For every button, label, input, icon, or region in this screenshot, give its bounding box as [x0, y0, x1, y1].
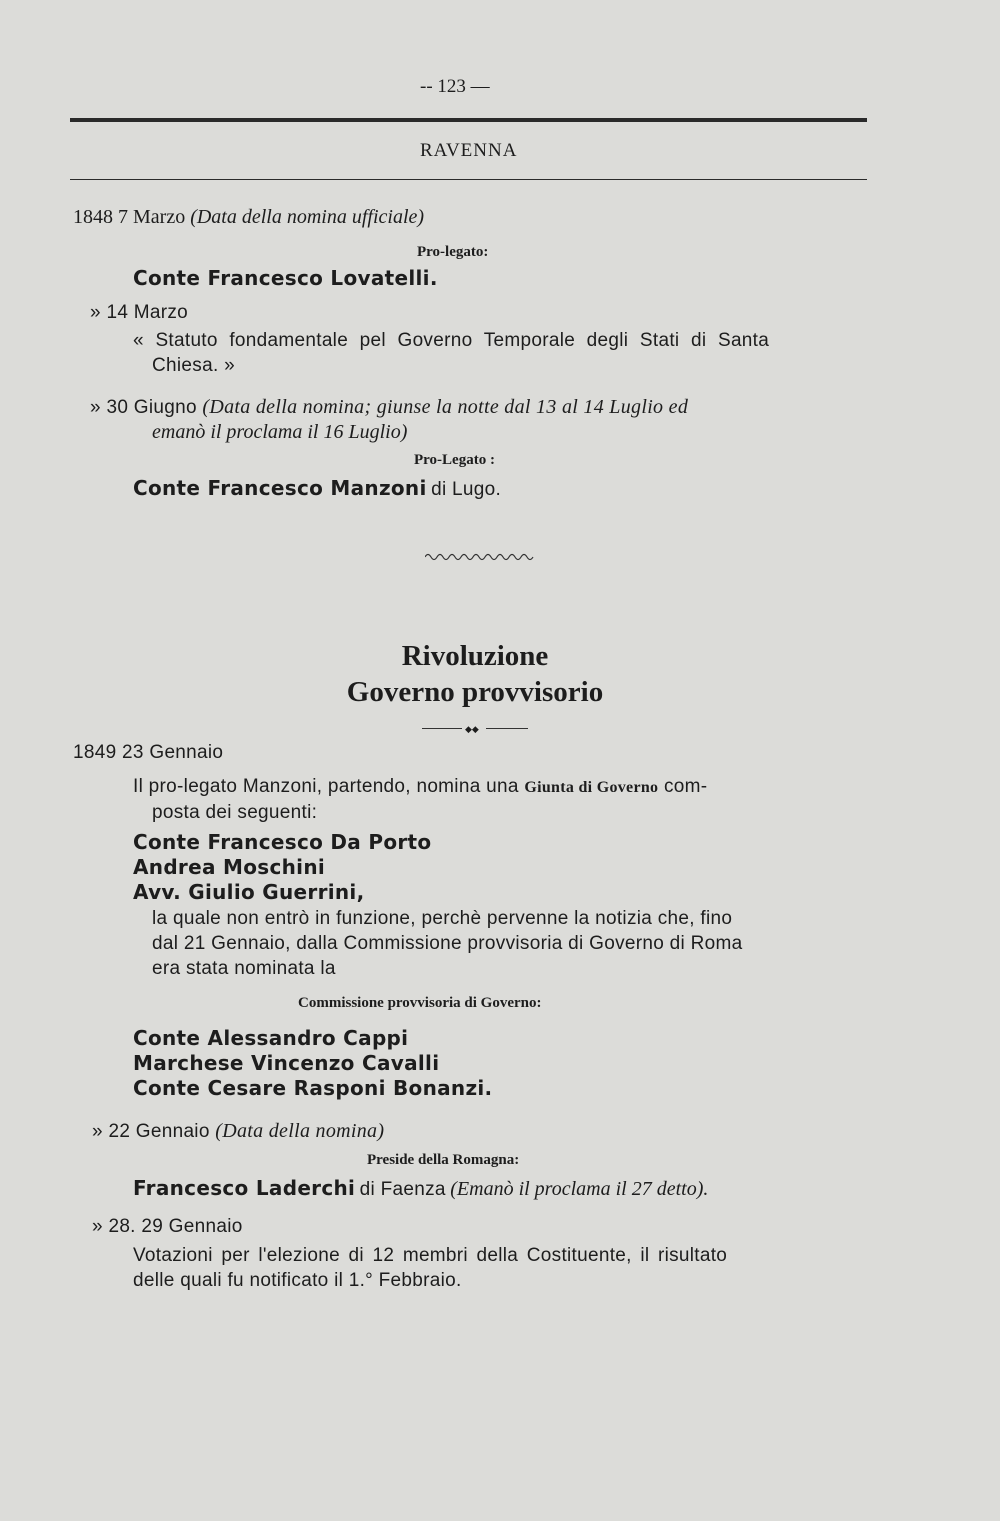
- wavy-separator: [425, 552, 535, 562]
- entry-date: » 14 Marzo: [90, 302, 189, 323]
- header-rule-thick: [70, 118, 867, 122]
- text-part: com-: [663, 776, 708, 797]
- person-line: [133, 476, 501, 501]
- text-line: la quale non entrò in funzione, perchè pervenne la notizia che, fino: [152, 908, 733, 929]
- member-name: Avv. Giulio Guerrini,: [133, 880, 365, 904]
- role-label: Commissione provvisoria di Governo:: [298, 995, 542, 1011]
- commission-member: Marchese Vincenzo Cavalli: [133, 1051, 440, 1075]
- entry-date: [73, 206, 424, 229]
- ornament-divider: ◆◆: [422, 725, 528, 731]
- text-line: Votazioni per l'elezione di 12 membri della Costituente, il risultato: [133, 1245, 728, 1266]
- section-subtitle: Governo provvisorio: [346, 676, 604, 708]
- date-note: (Data della nomina): [215, 1120, 385, 1142]
- member-name: Andrea Moschini: [133, 855, 326, 879]
- person-origin: di Lugo.: [431, 479, 502, 500]
- person-name: Conte Francesco Lovatelli.: [133, 266, 438, 290]
- text-line: delle quali fu notificato il 1.° Febbraio.: [133, 1270, 462, 1291]
- person-name: Francesco Laderchi: [133, 1176, 356, 1200]
- date-text: » 30 Giugno: [90, 397, 197, 418]
- commission-member: Conte Cesare Rasponi Bonanzi.: [133, 1076, 493, 1100]
- text-line: [133, 776, 707, 798]
- role-label: Pro-legato:: [417, 244, 489, 260]
- date-text: 1848 7 Marzo: [73, 206, 186, 228]
- page-number: -- 123 —: [420, 76, 490, 97]
- text-line: posta dei seguenti:: [152, 802, 318, 823]
- entry-date-line: [90, 396, 688, 419]
- role-label: Pro-Legato :: [414, 452, 495, 468]
- date-text: » 22 Gennaio: [92, 1121, 210, 1142]
- statute-line-2: Chiesa. »: [152, 355, 235, 376]
- header-rule-thin: [70, 179, 867, 180]
- city-heading: RAVENNA: [420, 140, 518, 161]
- person-name: Conte Francesco Manzoni: [133, 476, 427, 500]
- date-note: (Data della nomina ufficiale): [190, 206, 425, 228]
- text-line: dal 21 Gennaio, dalla Commissione provvisoria di Governo di Roma: [152, 933, 743, 954]
- proclamation-note: (Emanò il proclama il 27 detto).: [450, 1178, 709, 1200]
- section-title: Rivoluzione: [401, 640, 549, 672]
- entry-date: » 28. 29 Gennaio: [92, 1216, 243, 1237]
- giunta-label: Giunta di Governo: [524, 779, 659, 796]
- person-origin: di Faenza: [359, 1179, 446, 1200]
- entry-date: 1849 23 Gennaio: [73, 742, 224, 763]
- person-line: [133, 1176, 708, 1201]
- date-note: (Data della nomina; giunse la notte dal 13 al 14 Luglio ed: [202, 396, 689, 418]
- commission-member: Conte Alessandro Cappi: [133, 1026, 409, 1050]
- date-note-line-2: emanò il proclama il 16 Luglio): [152, 421, 408, 443]
- member-name: Conte Francesco Da Porto: [133, 830, 432, 854]
- role-label: Preside della Romagna:: [367, 1152, 520, 1168]
- text-line: era stata nominata la: [152, 958, 336, 979]
- statute-line-1: « Statuto fondamentale pel Governo Temporale degli Stati di Santa: [133, 330, 770, 351]
- text-part: Il pro-legato Manzoni, partendo, nomina una: [133, 776, 519, 797]
- entry-date-line: [92, 1120, 384, 1143]
